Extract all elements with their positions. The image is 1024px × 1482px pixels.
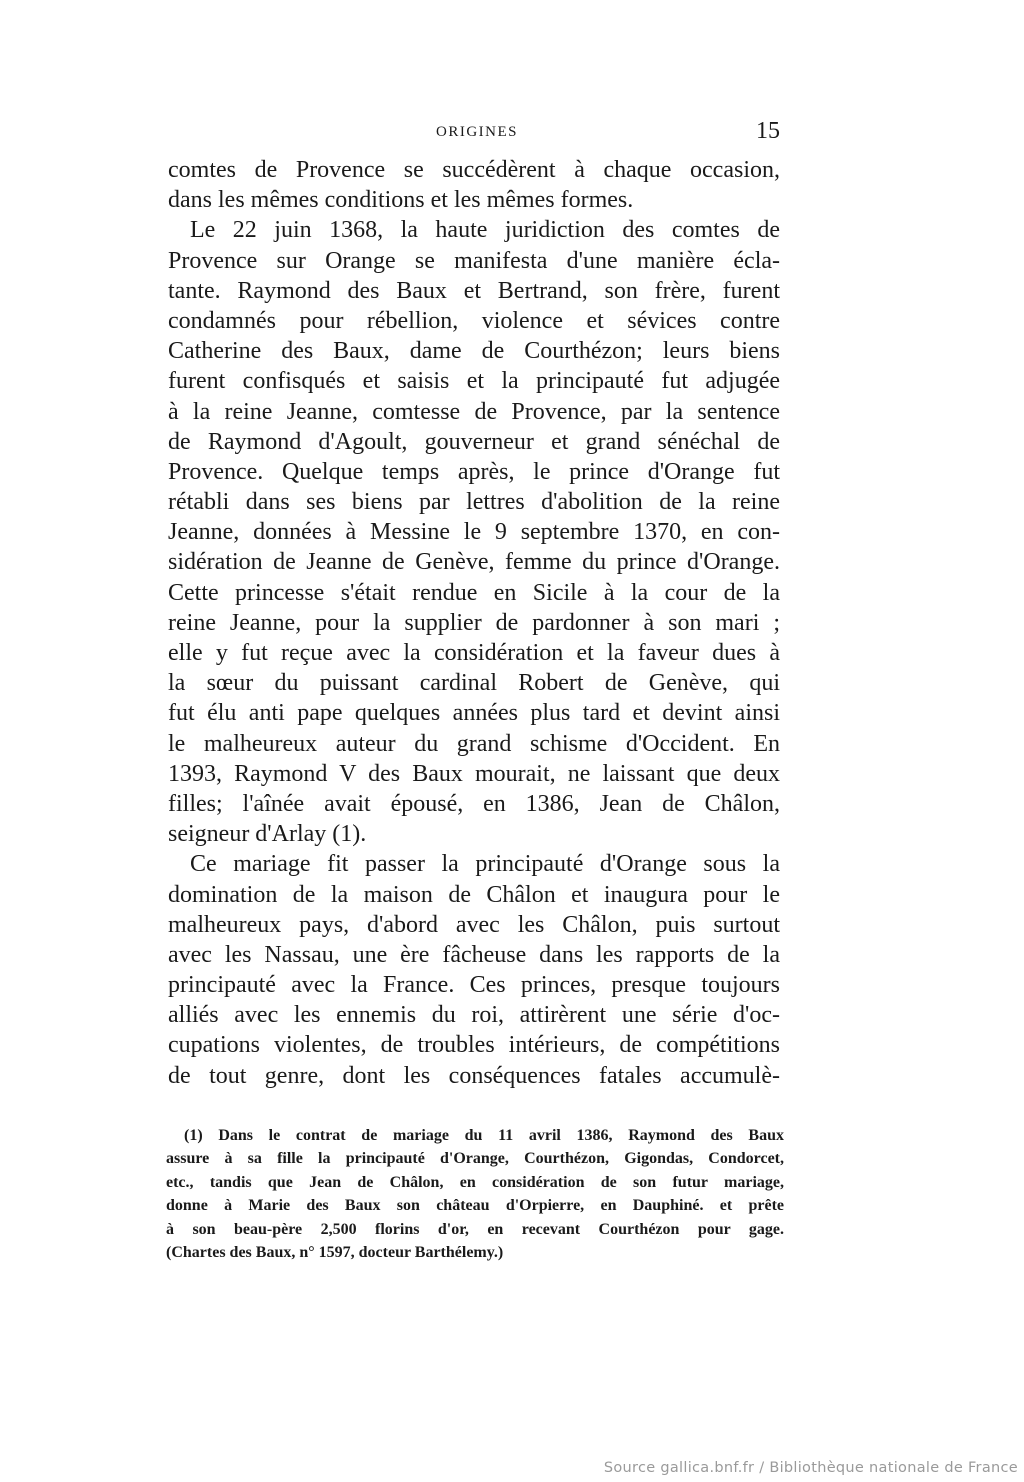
source-credit: Source gallica.bnf.fr / Bibliothèque nationale de France bbox=[603, 1460, 1018, 1476]
body-line: filles; l'aînée avait épousé, en 1386, Jean de Châlon, bbox=[168, 790, 780, 817]
body-line: tante. Raymond des Baux et Bertrand, son frère, furent bbox=[168, 277, 780, 304]
body-line: à la reine Jeanne, comtesse de Provence, par la sentence bbox=[168, 398, 780, 425]
body-line: Jeanne, données à Messine le 9 septembre 1370, en con- bbox=[168, 519, 780, 546]
body-line: de tout genre, dont les conséquences fatales accumulè- bbox=[168, 1062, 780, 1089]
footnote-line: (1) Dans le contrat de mariage du 11 avril 1386, Raymond des Baux bbox=[184, 1127, 784, 1144]
body-line: seigneur d'Arlay (1). bbox=[168, 821, 367, 848]
body-line: principauté avec la France. Ces princes, presque toujours bbox=[168, 972, 780, 999]
body-line: furent confisqués et saisis et la principauté fut adjugée bbox=[168, 368, 780, 395]
body-line: Catherine des Baux, dame de Courthézon; leurs biens bbox=[168, 338, 780, 365]
body-line: le malheureux auteur du grand schisme d'Occident. En bbox=[168, 730, 780, 757]
body-line: domination de la maison de Châlon et inaugura pour le bbox=[168, 881, 780, 908]
body-line: rétabli dans ses biens par lettres d'abolition de la reine bbox=[168, 489, 780, 516]
body-line: fut élu anti pape quelques années plus tard et devint ainsi bbox=[168, 700, 780, 727]
body-line: condamnés pour rébellion, violence et sévices contre bbox=[168, 307, 780, 334]
body-text bbox=[168, 155, 780, 1091]
body-line: cupations violentes, de troubles intérieurs, de compétitions bbox=[168, 1032, 780, 1059]
body-line: reine Jeanne, pour la supplier de pardonner à son mari ; bbox=[168, 609, 780, 636]
page-number: 15 bbox=[756, 118, 780, 144]
body-line: Provence sur Orange se manifesta d'une manière écla- bbox=[168, 247, 780, 274]
footnote-line: assure à sa fille la principauté d'Orange, Courthézon, Gigondas, Condorcet, bbox=[166, 1150, 784, 1168]
body-line: sidération de Jeanne de Genève, femme du prince d'Orange. bbox=[168, 549, 780, 576]
running-header bbox=[168, 118, 780, 148]
body-line: Provence. Quelque temps après, le prince d'Orange fut bbox=[168, 458, 780, 485]
body-line: Ce mariage fit passer la principauté d'Orange sous la bbox=[190, 851, 780, 878]
footnote bbox=[166, 1124, 784, 1264]
body-line: malheureux pays, d'abord avec les Châlon, puis surtout bbox=[168, 911, 780, 938]
body-line: Cette princesse s'était rendue en Sicile à la cour de la bbox=[168, 579, 780, 606]
body-line: Le 22 juin 1368, la haute juridiction des comtes de bbox=[190, 217, 780, 244]
footnote-line: donne à Marie des Baux son château d'Orpierre, en Dauphiné. et prête bbox=[166, 1197, 784, 1215]
body-line: la sœur du puissant cardinal Robert de Genève, qui bbox=[168, 670, 780, 697]
body-line: 1393, Raymond V des Baux mourait, ne laissant que deux bbox=[168, 760, 780, 787]
body-line: alliés avec les ennemis du roi, attirèrent une série d'oc- bbox=[168, 1002, 780, 1029]
body-line: de Raymond d'Agoult, gouverneur et grand sénéchal de bbox=[168, 428, 780, 455]
footnote-line: (Chartes des Baux, n° 1597, docteur Barthélemy.) bbox=[166, 1243, 504, 1261]
running-title: ORIGINES bbox=[436, 124, 518, 140]
body-line: elle y fut reçue avec la considération et la faveur dues à bbox=[168, 640, 780, 666]
body-line: comtes de Provence se succédèrent à chaque occasion, bbox=[168, 157, 780, 183]
body-line: avec les Nassau, une ère fâcheuse dans les rapports de la bbox=[168, 941, 780, 968]
footnote-line: à son beau-père 2,500 florins d'or, en recevant Courthézon pour gage. bbox=[166, 1220, 784, 1238]
body-line: dans les mêmes conditions et les mêmes formes. bbox=[168, 187, 634, 214]
footnote-line: etc., tandis que Jean de Châlon, en considération de son futur mariage, bbox=[166, 1173, 784, 1191]
